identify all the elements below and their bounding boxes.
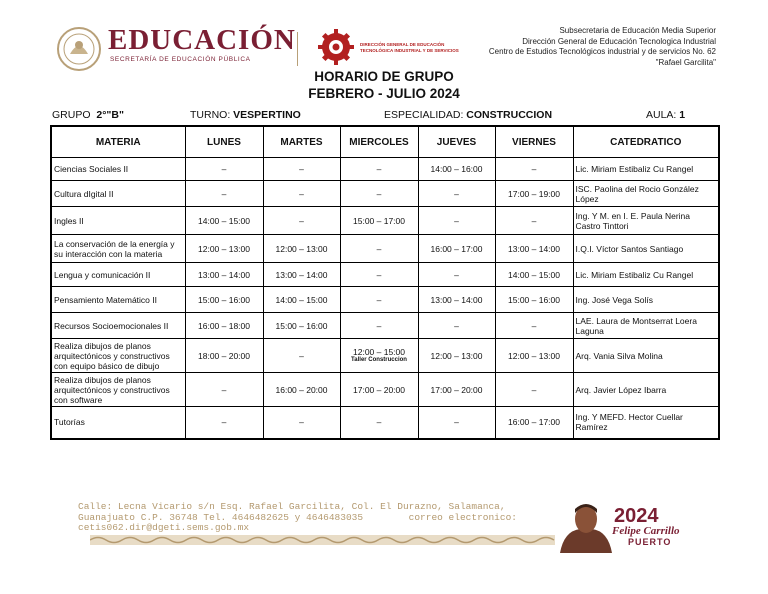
cell-text: – xyxy=(221,188,227,199)
subject-cell xyxy=(51,263,185,287)
time-cell xyxy=(495,263,573,287)
cell-text: 12:00 – 13:00 xyxy=(198,243,250,254)
cell-text: LAE. Laura de Montserrat Loera Laguna xyxy=(575,315,697,336)
time-cell xyxy=(495,235,573,263)
time-cell xyxy=(340,207,418,235)
cell-text: – xyxy=(221,384,227,395)
cell-text: 15:00 – 16:00 xyxy=(275,320,328,331)
cell-text: – xyxy=(376,269,382,280)
time-cell xyxy=(418,287,495,313)
institution-line: Subsecretaria de Educación Media Superior xyxy=(559,26,716,35)
cell-text: – xyxy=(376,164,382,174)
time-cell xyxy=(263,407,340,439)
time-cell xyxy=(185,287,263,313)
institution-line: "Rafael Garcilita" xyxy=(655,57,716,67)
logo-subtitle: SECRETARÍA DE EDUCACIÓN PÚBLICA xyxy=(110,56,251,63)
time-cell xyxy=(263,373,340,407)
cell-text: – xyxy=(221,417,227,428)
cell-text: Lic. Miriam Estibaliz Cu Rangel xyxy=(575,164,694,174)
column-header: CATEDRATICO xyxy=(573,126,719,158)
institution-line: Centro de Estudios Tecnológicos industrial y de servicios No. 62 xyxy=(488,47,716,56)
cell-text: – xyxy=(454,417,459,428)
cell-text: – xyxy=(299,417,304,428)
cell-text: La conservación de la energía y su interacción con la materia xyxy=(54,238,175,259)
grupo-info xyxy=(52,109,124,121)
table-row xyxy=(51,373,719,407)
teacher-cell xyxy=(573,287,719,313)
subject-cell xyxy=(51,373,185,407)
time-cell xyxy=(340,181,418,207)
aula-label: AULA: xyxy=(646,109,677,121)
table-row xyxy=(51,287,719,313)
time-cell xyxy=(495,407,573,439)
cell-text: 13:00 – 14:00 xyxy=(275,269,328,280)
cell-text: Realiza dibujos de planos arquitectónicos y constructivos con equipo básico de dibujo xyxy=(54,340,170,371)
cell-text: 16:00 – 17:00 xyxy=(430,243,483,254)
time-cell xyxy=(418,407,495,439)
subject-cell xyxy=(51,181,185,207)
time-cell xyxy=(418,181,495,207)
cell-text: 12:00 – 13:00 xyxy=(275,243,328,254)
cell-text: – xyxy=(376,320,382,331)
dgeti-text: DIRECCIÓN GENERAL DE EDUCACIÓN TECNOLÓGICA INDUSTRIAL Y DE SERVICIOS xyxy=(360,42,459,53)
cell-text: 15:00 – 16:00 xyxy=(508,294,560,305)
cell-text: – xyxy=(376,417,382,428)
time-cell xyxy=(340,287,418,313)
table-row xyxy=(51,235,719,263)
time-cell xyxy=(495,207,573,235)
cell-text: – xyxy=(454,320,459,331)
time-cell xyxy=(185,263,263,287)
cell-text: Tutorías xyxy=(54,417,85,428)
address-line: Calle: Lecna Vicario s/n Esq. Rafael Garcilita, Col. El Durazno, Salamanca, xyxy=(78,501,506,512)
cell-text: – xyxy=(376,294,382,305)
time-cell xyxy=(495,287,573,313)
cell-text: Ing. Y M. en I. E. Paula Nerina Castro Tinttori xyxy=(575,210,691,231)
time-cell xyxy=(185,181,263,207)
cell-text: – xyxy=(531,215,537,226)
cell-text: 15:00 – 17:00 xyxy=(353,215,405,226)
table-row xyxy=(51,181,719,207)
cell-text: 18:00 – 20:00 xyxy=(198,350,250,361)
time-cell xyxy=(418,313,495,339)
cell-text: – xyxy=(531,320,537,331)
grupo-label: GRUPO xyxy=(52,109,91,121)
cell-text: Lengua y comunicación II xyxy=(54,269,151,280)
time-cell xyxy=(185,339,263,373)
cell-text: 15:00 – 16:00 xyxy=(198,294,250,305)
time-cell xyxy=(185,313,263,339)
subject-cell xyxy=(51,407,185,439)
cell-text: 16:00 – 20:00 xyxy=(275,384,328,395)
emblem-place: PUERTO xyxy=(628,537,672,547)
table-row xyxy=(51,407,719,439)
cell-text: 17:00 – 20:00 xyxy=(353,384,405,395)
table-row xyxy=(51,339,719,373)
teacher-cell xyxy=(573,373,719,407)
cell-text: – xyxy=(454,188,459,199)
cell-text: – xyxy=(221,164,227,174)
table-row xyxy=(51,263,719,287)
time-cell xyxy=(263,158,340,181)
subject-cell xyxy=(51,287,185,313)
turno-value: VESPERTINO xyxy=(233,109,301,121)
time-cell xyxy=(263,207,340,235)
cell-text: – xyxy=(454,269,459,280)
portrait-illustration-icon xyxy=(556,501,616,553)
time-cell xyxy=(418,235,495,263)
institution-block xyxy=(489,26,716,68)
time-cell xyxy=(340,339,418,373)
table-row xyxy=(51,313,719,339)
cell-text: 14:00 – 16:00 xyxy=(430,164,483,174)
column-header: MARTES xyxy=(263,126,340,158)
subject-cell xyxy=(51,313,185,339)
table-row xyxy=(51,207,719,235)
time-cell xyxy=(263,235,340,263)
title-line-1: HORARIO DE GRUPO xyxy=(314,69,454,84)
especialidad-info xyxy=(384,109,552,121)
subject-cell xyxy=(51,158,185,181)
time-cell xyxy=(263,313,340,339)
time-cell xyxy=(418,339,495,373)
cell-text: – xyxy=(299,350,304,361)
cell-text: Pensamiento Matemático II xyxy=(54,294,157,305)
time-cell xyxy=(495,313,573,339)
address-line: Guanajuato C.P. 36748 Tel. 4646482625 y 4646483035 correo electronico: xyxy=(78,511,517,523)
cell-text: 14:00 – 15:00 xyxy=(275,294,328,305)
time-cell xyxy=(418,158,495,181)
turno-label: TURNO: xyxy=(190,109,231,121)
footer-address xyxy=(78,502,517,534)
document-title xyxy=(0,68,768,102)
schedule-body xyxy=(51,158,719,439)
cell-text: 16:00 – 17:00 xyxy=(508,417,560,428)
institution-line: Dirección General de Educación Tecnologica Industrial xyxy=(522,36,716,46)
subject-cell xyxy=(51,235,185,263)
time-cell xyxy=(418,207,495,235)
time-cell xyxy=(263,263,340,287)
cell-text: 17:00 – 20:00 xyxy=(430,384,483,395)
cell-text: Lic. Miriam Estibaliz Cu Rangel xyxy=(575,269,694,280)
time-cell xyxy=(418,373,495,407)
especialidad-label: ESPECIALIDAD: xyxy=(384,109,464,121)
cell-text: 17:00 – 19:00 xyxy=(508,188,560,199)
cell-text: Ing. José Vega Solís xyxy=(575,294,653,305)
time-cell xyxy=(340,158,418,181)
time-cell xyxy=(185,407,263,439)
especialidad-value: CONSTRUCCION xyxy=(466,109,553,121)
table-header-row xyxy=(51,126,719,158)
dgeti-gear-icon xyxy=(316,27,356,67)
cell-text: 14:00 – 15:00 xyxy=(198,215,250,226)
national-seal-icon xyxy=(56,26,102,72)
column-header: VIERNES xyxy=(495,126,573,158)
cell-text: – xyxy=(299,215,304,226)
logo-divider xyxy=(297,32,298,66)
cell-text: Ciencias Sociales II xyxy=(54,164,129,174)
cell-text: – xyxy=(531,164,537,174)
cell-text: Ingles II xyxy=(54,215,84,226)
time-cell xyxy=(495,373,573,407)
cell-text: Cultura dIgital II xyxy=(54,188,114,199)
teacher-cell xyxy=(573,407,719,439)
cell-text: – xyxy=(454,215,459,226)
teacher-cell xyxy=(573,207,719,235)
time-cell xyxy=(418,263,495,287)
room-note: Taller Construccion xyxy=(351,357,407,363)
cell-text: 12:00 – 13:00 xyxy=(508,350,560,361)
time-cell xyxy=(185,373,263,407)
address-line: cetis062.dir@dgeti.sems.gob.mx xyxy=(78,522,250,533)
time-cell xyxy=(340,313,418,339)
cell-text: – xyxy=(299,188,304,199)
column-header: LUNES xyxy=(185,126,263,158)
cell-text: 14:00 – 15:00 xyxy=(508,269,560,280)
cell-text: Recursos Socioemocionales II xyxy=(54,320,169,331)
cell-text: 13:00 – 14:00 xyxy=(430,294,483,305)
subject-cell xyxy=(51,339,185,373)
teacher-cell xyxy=(573,181,719,207)
cell-text: – xyxy=(376,243,382,254)
time-cell xyxy=(340,373,418,407)
cell-text: 12:00 – 13:00 xyxy=(430,350,483,361)
schedule-table xyxy=(50,125,720,440)
time-cell xyxy=(185,235,263,263)
teacher-cell xyxy=(573,313,719,339)
decorative-pattern-band xyxy=(90,535,555,545)
table-row xyxy=(51,158,719,181)
time-cell xyxy=(340,263,418,287)
time-cell xyxy=(495,181,573,207)
cell-text: – xyxy=(531,384,537,395)
time-cell xyxy=(495,158,573,181)
column-header: MATERIA xyxy=(51,126,185,158)
time-cell xyxy=(495,339,573,373)
document-footer xyxy=(0,495,768,565)
teacher-cell xyxy=(573,158,719,181)
time-cell xyxy=(263,339,340,373)
teacher-cell xyxy=(573,235,719,263)
cell-text: I.Q.I. Víctor Santos Santiago xyxy=(575,243,684,254)
year-emblem: 2024 xyxy=(614,505,659,527)
logo-title: EDUCACIÓN xyxy=(108,24,296,56)
cell-text: 13:00 – 14:00 xyxy=(508,243,560,254)
emblem-name: Felipe Carrillo xyxy=(612,525,680,537)
cell-text: 16:00 – 18:00 xyxy=(198,320,250,331)
cell-text: Arq. Vania Silva Molina xyxy=(575,350,663,361)
time-cell xyxy=(340,407,418,439)
subject-cell xyxy=(51,207,185,235)
cell-text: – xyxy=(299,164,304,174)
teacher-cell xyxy=(573,263,719,287)
time-cell xyxy=(340,235,418,263)
column-header: JUEVES xyxy=(418,126,495,158)
cell-text: 12:00 – 15:00 xyxy=(353,347,405,357)
aula-value: 1 xyxy=(679,109,686,121)
cell-text: Arq. Javier López Ibarra xyxy=(575,384,667,395)
title-line-2: FEBRERO - JULIO 2024 xyxy=(308,86,460,101)
cell-text: Realiza dibujos de planos arquitectónicos y constructivos con software xyxy=(54,374,170,405)
time-cell xyxy=(185,158,263,181)
turno-info xyxy=(190,109,301,121)
cell-text: Ing. Y MEFD. Hector Cuellar Ramírez xyxy=(575,412,683,433)
cell-text: 13:00 – 14:00 xyxy=(198,269,250,280)
aula-info xyxy=(646,109,685,121)
cell-text: ISC. Paolina del Rocio González López xyxy=(575,183,699,204)
cell-text: – xyxy=(376,188,382,199)
column-header: MIERCOLES xyxy=(340,126,418,158)
time-cell xyxy=(185,207,263,235)
time-cell xyxy=(263,287,340,313)
time-cell xyxy=(263,181,340,207)
teacher-cell xyxy=(573,339,719,373)
grupo-value: 2°"B" xyxy=(96,109,124,121)
